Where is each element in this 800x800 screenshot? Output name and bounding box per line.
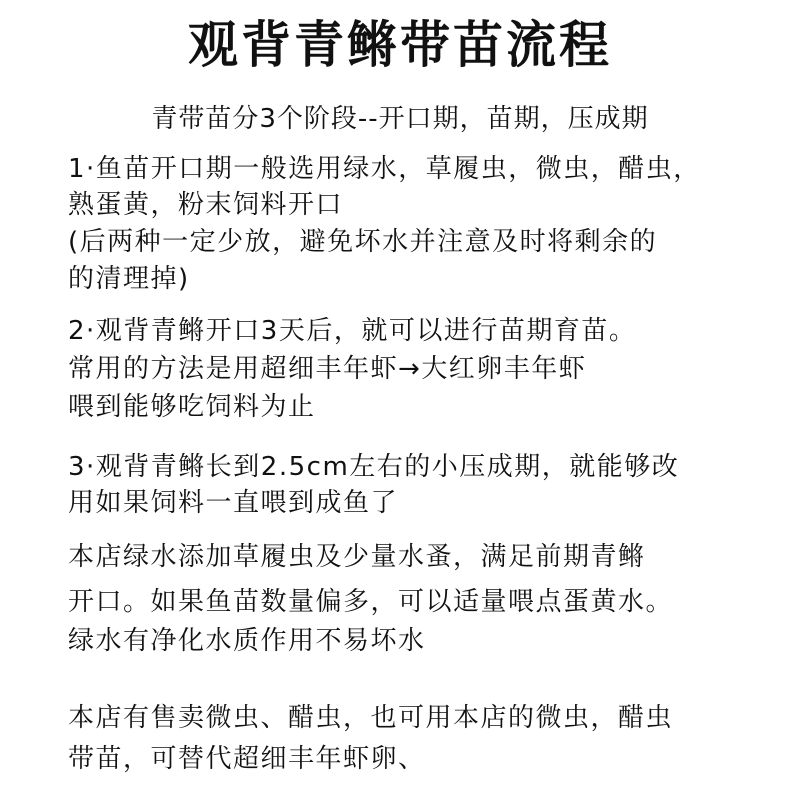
step1-line3: (后两种一定少放，避免坏水并注意及时将剩余的 (68, 227, 658, 257)
step2-line1: 2·观背青鳉开口3天后，就可以进行苗期育苗。 (68, 316, 637, 346)
page-title: 观背青鳉带苗流程 (188, 16, 612, 74)
note2-line1: 本店有售卖微虫、醋虫，也可用本店的微虫，醋虫 (68, 703, 674, 733)
step3-line1: 3·观背青鳉长到2.5cm左右的小压成期，就能够改 (68, 452, 680, 482)
note1-line3: 绿水有净化水质作用不易坏水 (68, 626, 426, 656)
step3-line2: 用如果饲料一直喂到成鱼了 (68, 488, 399, 518)
step2-line2: 常用的方法是用超细丰年虾→大红卵丰年虾 (68, 354, 587, 384)
page-subtitle: 青带苗分3个阶段--开口期，苗期，压成期 (151, 104, 649, 134)
note1-line1: 本店绿水添加草履虫及少量水蚤，满足前期青鳉 (68, 542, 646, 572)
step1-line4: 的清理掉) (68, 264, 190, 294)
note1-line2: 开口。如果鱼苗数量偏多，可以适量喂点蛋黄水。 (68, 587, 674, 617)
note2-line2: 带苗，可替代超细丰年虾卵、 (68, 744, 426, 774)
step2-line3: 喂到能够吃饲料为止 (68, 392, 316, 422)
step1-line2: 熟蛋黄，粉末饲料开口 (68, 190, 344, 220)
step1-line1: 1·鱼苗开口期一般选用绿水，草履虫，微虫，醋虫， (68, 154, 701, 184)
